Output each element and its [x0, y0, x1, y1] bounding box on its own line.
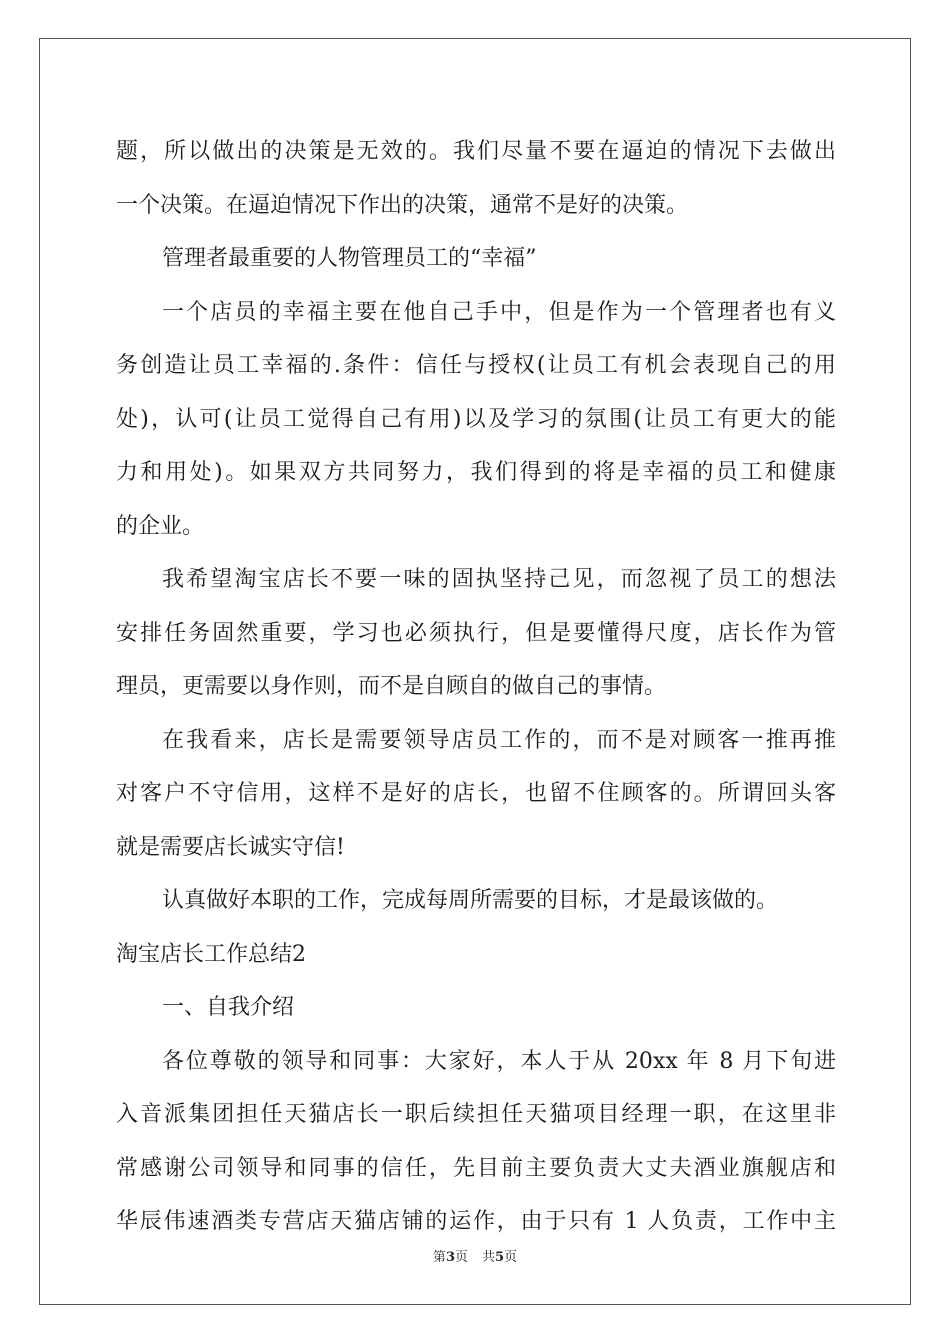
text-line-11: 理员，更需要以身作则，而不是自顾自的做自己的事情。: [116, 674, 667, 699]
text-line-21: 华辰伟速酒类专营店天猫店铺的运作，由于只有 1 人负责，工作中主: [116, 1209, 836, 1234]
text-line-15: 认真做好本职的工作，完成每周所需要的目标，才是最该做的。: [162, 888, 779, 913]
subsection-heading: 一、自我介绍: [162, 995, 295, 1020]
page-prefix: 第: [432, 1250, 446, 1265]
text-line-20: 常感谢公司领导和同事的信任，先目前主要负责大丈夫酒业旗舰店和: [116, 1155, 836, 1181]
page-footer: [0, 1246, 950, 1265]
text-line-9: 我希望淘宝店长不要一味的固执坚持己见，而忽视了员工的想法: [162, 567, 836, 592]
total-suffix: 页: [504, 1250, 518, 1265]
text-line-13: 对客户不守信用，这样不是好的店长，也留不住顾客的。所谓回头客: [116, 781, 836, 806]
document-body: [116, 125, 836, 1249]
text-line-10: 安排任务固然重要，学习也必须执行，但是要懂得尺度，店长作为管: [116, 620, 836, 646]
text-line-1: 题，所以做出的决策是无效的。我们尽量不要在逼迫的情况下去做出: [116, 139, 836, 164]
page-suffix: 页: [454, 1250, 468, 1265]
text-line-5: 务创造让员工幸福的.条件：信任与授权(让员工有机会表现自己的用: [116, 353, 836, 378]
text-line-19: 入音派集团担任天猫店长一职后续担任天猫项目经理一职，在这里非: [116, 1102, 836, 1127]
text-line-4: 一个店员的幸福主要在他自己手中，但是作为一个管理者也有义: [162, 299, 836, 325]
text-line-18: 各位尊敬的领导和同事：大家好，本人于从 20xx 年 8 月下旬进: [162, 1048, 836, 1074]
text-line-6: 处)，认可(让员工觉得自己有用)以及学习的氛围(让员工有更大的能: [116, 406, 836, 432]
text-line-2: 一个决策。在逼迫情况下作出的决策，通常不是好的决策。: [116, 192, 689, 218]
text-line-8: 的企业。: [116, 513, 205, 539]
text-line-7: 力和用处)。如果双方共同努力，我们得到的将是幸福的员工和健康: [116, 460, 836, 485]
page-current: 3: [445, 1250, 455, 1265]
text-line-12: 在我看来，店长是需要领导店员工作的，而不是对顾客一推再推: [162, 727, 836, 753]
text-line-14: 就是需要店长诚实守信!: [116, 834, 345, 860]
text-line-3: 管理者最重要的人物管理员工的“幸福”: [162, 246, 537, 271]
page-total: 5: [495, 1250, 505, 1265]
total-prefix: 共: [482, 1250, 496, 1265]
section-heading: 淘宝店长工作总结2: [116, 941, 306, 967]
